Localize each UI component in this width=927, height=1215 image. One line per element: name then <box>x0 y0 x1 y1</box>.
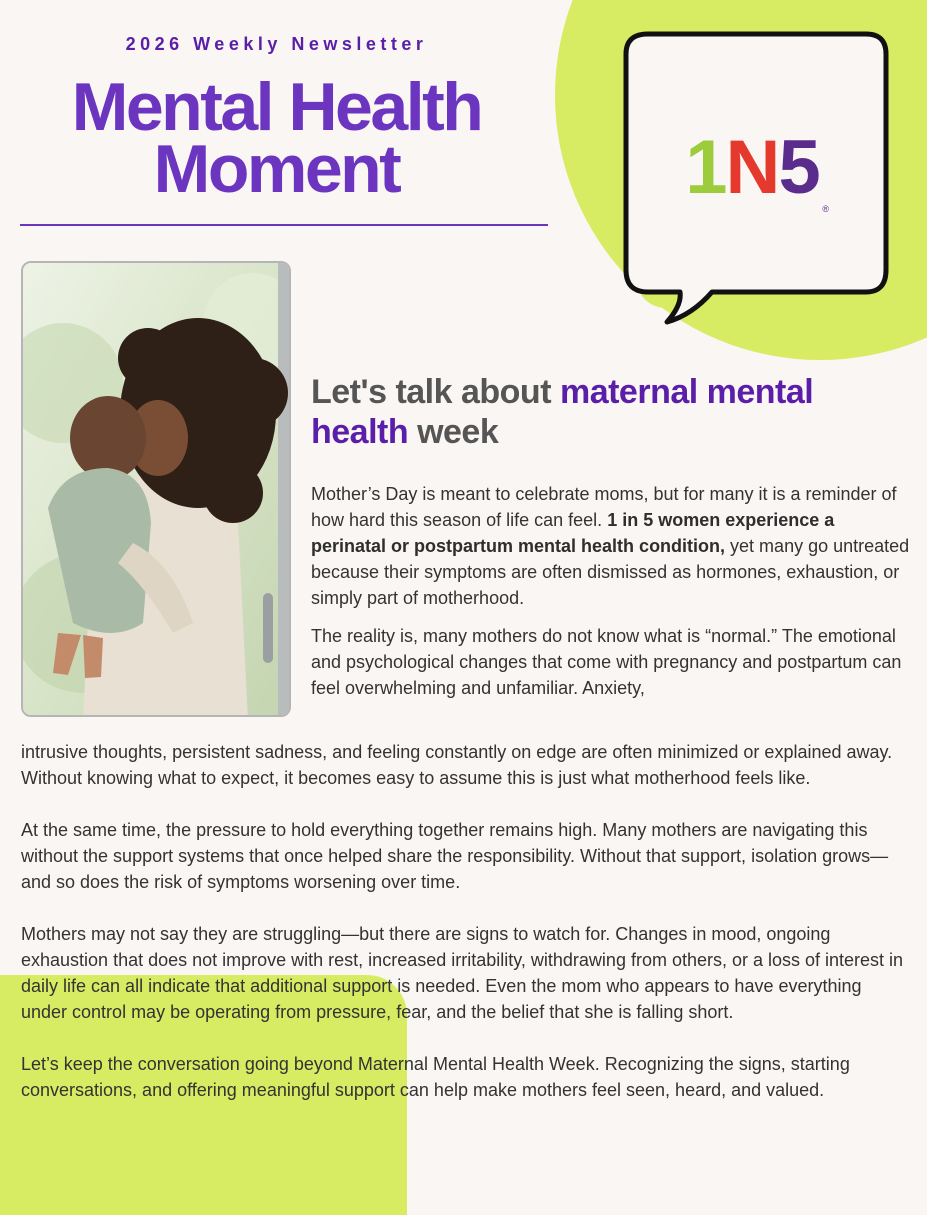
paragraph-1-rest: yet many go untreated because their symptoms are often dismissed as hormones, exhaustion, or simply part of motherhood. <box>311 536 910 608</box>
1n5-logo <box>667 125 837 214</box>
article-column <box>311 481 911 701</box>
logo-registered-mark: ® <box>822 204 829 214</box>
article-full-width <box>21 739 907 1103</box>
heading-highlight: maternal mental health <box>311 373 814 451</box>
photo-illustration <box>23 263 291 717</box>
paragraph-5: Let’s keep the conversation going beyond Maternal Mental Health Week. Recognizing the signs, starting conversations, and offering meaningful support can help make mothers feel seen, heard, and valued. <box>21 1054 850 1100</box>
title-line-1: Mental Health <box>71 69 482 145</box>
article-heading <box>311 372 911 452</box>
title-divider <box>20 224 548 226</box>
heading-part-2: week <box>408 413 499 451</box>
logo-digit-five: 5 <box>778 125 819 210</box>
paragraph-2-start: The reality is, many mothers do not know what is “normal.” The emotional and psychological changes that come with pregnancy and postpartum can feel overwhelming and unfamiliar. Anxiety, <box>311 626 902 698</box>
heading-part-1: Let's talk about <box>311 373 560 411</box>
paragraph-1-statistic: 1 in 5 women experience a perinatal or postpartum mental health condition, <box>311 510 835 556</box>
title-line-2: Moment <box>153 131 400 207</box>
page-title <box>0 69 553 207</box>
logo-digit-one: 1 <box>685 125 726 210</box>
paragraph-1 <box>311 481 911 611</box>
mother-holding-baby-photo <box>21 261 291 717</box>
newsletter-eyebrow: 2026 Weekly Newsletter <box>125 34 428 54</box>
logo-speech-bubble <box>612 30 902 330</box>
logo-letter-n: N <box>725 125 779 210</box>
paragraph-1-intro: Mother’s Day is meant to celebrate moms, but for many it is a reminder of how hard this season of life can feel. <box>311 484 897 530</box>
paragraph-2-continued: intrusive thoughts, persistent sadness, and feeling constantly on edge are often minimized or explained away. Without knowing what to expect, it becomes easy to assume this is just what motherhood feels like. <box>21 742 893 788</box>
paragraph-3: At the same time, the pressure to hold everything together remains high. Many mothers are navigating this without the support systems that once helped share the responsibility. Without that support, isolation grows—and so does the risk of symptoms worsening over time. <box>21 820 889 892</box>
paragraph-4: Mothers may not say they are struggling—but there are signs to watch for. Changes in mood, ongoing exhaustion that does not improve with rest, increased irritability, withdrawing from others, or a loss of interest in daily life can all indicate that additional support is needed. Even the mom who appears to have everything under control may be operating from pressure, fear, and the belief that she is falling short. <box>21 924 904 1022</box>
